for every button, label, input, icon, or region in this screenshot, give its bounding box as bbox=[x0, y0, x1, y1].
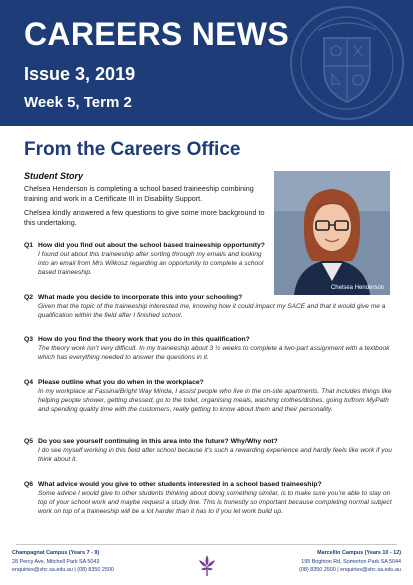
question-number: Q1 bbox=[24, 242, 34, 249]
question-text: How do you find the theory work that you do in this qualification? bbox=[38, 336, 250, 343]
answer-text: Given that the topic of the traineeship interested me, knowing how it could impact my SACE and that it would give me a qualification within the field after I finished school. bbox=[38, 303, 386, 319]
question-number: Q2 bbox=[24, 294, 34, 301]
right-campus-name: Marcellin Campus (Years 10 - 12) bbox=[317, 550, 401, 556]
left-campus-address: 28 Percy Ave, Mitchell Park SA 5043 bbox=[12, 558, 100, 565]
question bbox=[24, 335, 396, 344]
question bbox=[24, 293, 396, 302]
story-intro-2: Chelsea kindly answered a few questions to give some more background to this undertaking. bbox=[24, 208, 265, 227]
issue-label: Issue 3, 2019 bbox=[24, 64, 136, 84]
question-text: Do you see yourself continuing in this area into the future? Why/Why not? bbox=[38, 438, 278, 445]
qa-item bbox=[24, 335, 396, 362]
section-title: From the Careers Office bbox=[24, 139, 241, 160]
footer-right-campus bbox=[299, 549, 401, 575]
question-number: Q3 bbox=[24, 336, 34, 343]
left-campus-contact[interactable]: enquiries@shc.sa.edu.au | (08) 8350 2500 bbox=[12, 567, 114, 573]
question-text: How did you find out about the school based traineeship opportunity? bbox=[38, 242, 265, 249]
week-label: Week 5, Term 2 bbox=[24, 94, 132, 111]
question bbox=[24, 480, 396, 489]
story-subheading: Student Story bbox=[24, 171, 84, 181]
question bbox=[24, 437, 396, 446]
flower-logo-icon bbox=[196, 553, 218, 577]
answer-text: I do see myself working in this field after school because it’s such a rewarding experience and hardly feels like work if you think about it. bbox=[38, 447, 392, 463]
footer-divider bbox=[16, 544, 397, 545]
answer-text: The theory work isn’t very difficult. In my traineeship about 3 ½ weeks to complete a two-part assignment with a textbook which has everything needed to answer the questions in it. bbox=[38, 345, 390, 361]
story-intro-1: Chelsea Henderson is completing a school based traineeship combining training and work in a Certificate III in Disability Support. bbox=[24, 184, 254, 203]
question bbox=[24, 378, 396, 387]
newsletter-title: CAREERS NEWS bbox=[24, 16, 289, 52]
question-text: What made you decide to incorporate this into your schooling? bbox=[38, 294, 243, 301]
question-text: Please outline what you do when in the workplace? bbox=[38, 379, 204, 386]
question bbox=[24, 241, 396, 250]
question-number: Q6 bbox=[24, 481, 34, 488]
question-number: Q4 bbox=[24, 379, 34, 386]
answer-text: In my workplace at Fassina/Bright Way Minda, I assist people who live in the on-site apartments. That includes things like helping people shower, getting dressed, go to the toilet, organising meals, washing clothes/dishes, going to/from MyPath and spending quality time with the customers, really getting to know about them and their personality. bbox=[38, 388, 392, 413]
footer-left-campus bbox=[12, 549, 114, 575]
qa-item bbox=[24, 241, 396, 277]
school-crest-icon bbox=[288, 4, 406, 122]
qa-item bbox=[24, 437, 396, 464]
qa-item bbox=[24, 378, 396, 414]
photo-caption: Chelsea Henderson bbox=[330, 285, 384, 291]
qa-item bbox=[24, 293, 396, 320]
answer-text: Some advice I would give to other students thinking about doing something similar, is to make sure you’re able to stay on top of your school work and maybe request a study line. This is honestly so important because completing normal subject work on top of a traineeship will be a lot harder than it has to if you let work build up. bbox=[38, 490, 392, 515]
question-text: What advice would you give to other students interested in a school based traineeship? bbox=[38, 481, 322, 488]
left-campus-name: Champagnat Campus (Years 7 - 9) bbox=[12, 550, 100, 556]
right-campus-contact[interactable]: (08) 8350 2500 | enquiries@shc.sa.edu.au bbox=[299, 567, 401, 573]
right-campus-address: 195 Brighton Rd, Somerton Park SA 5044 bbox=[301, 558, 401, 565]
answer-text: I found out about this traineeship after sorting through my emails and looking into an email from Mrs Wilkosz regarding an opportunity to complete a school based traineeship. bbox=[38, 251, 264, 276]
qa-item bbox=[24, 480, 396, 516]
question-number: Q5 bbox=[24, 438, 34, 445]
header-banner bbox=[0, 0, 413, 126]
